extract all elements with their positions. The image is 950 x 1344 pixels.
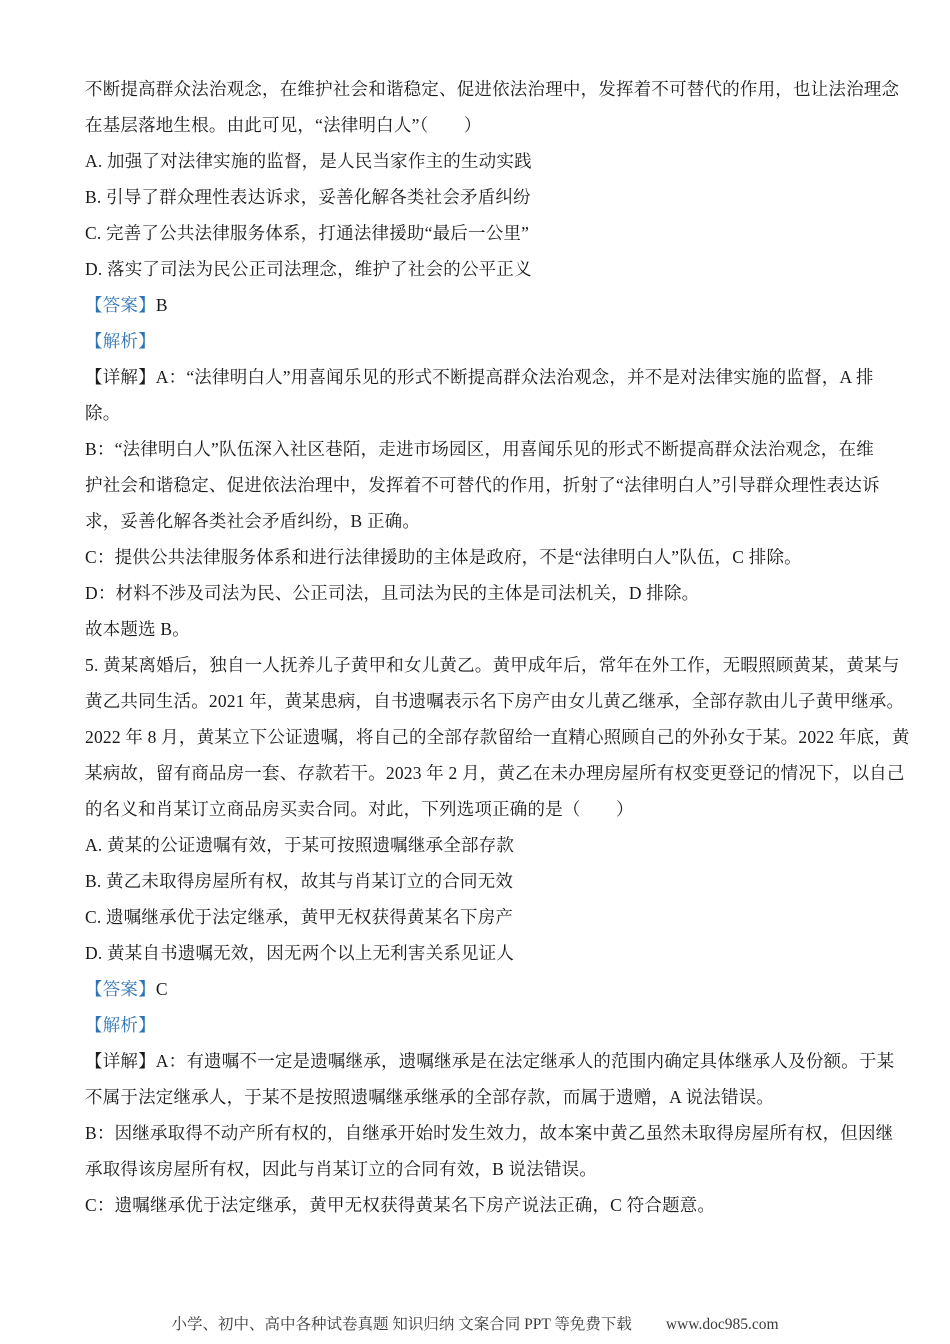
stem-line: 不断提高群众法治观念，在维护社会和谐稳定、促进依法治理中，发挥着不可替代的作用，也让法治理念 (85, 79, 900, 99)
detail-line: 承取得该房屋所有权，因此与肖某订立的合同有效，B 说法错误。 (85, 1159, 598, 1179)
stem-line: 5. 黄某离婚后，独自一人抚养儿子黄甲和女儿黄乙。黄甲成年后，常年在外工作，无暇照顾黄某，黄某与 (85, 655, 900, 675)
option-b: B. 引导了群众理性表达诉求，妥善化解各类社会矛盾纠纷 (85, 187, 531, 207)
stem-line: 在基层落地生根。由此可见，“法律明白人”（ ） (85, 115, 482, 135)
answer-value: C (155, 979, 168, 999)
detail-line: 求，妥善化解各类社会矛盾纠纷，B 正确。 (85, 511, 421, 531)
analysis-label: 【解析】 (85, 331, 156, 351)
detail-line: B：因继承取得不动产所有权的，自继承开始时发生效力，故本案中黄乙虽然未取得房屋所有权，但因继 (85, 1123, 894, 1143)
question-5-block (85, 647, 910, 1223)
option-c: C. 完善了公共法律服务体系，打通法律援助“最后一公里” (85, 223, 530, 243)
analysis-label: 【解析】 (85, 1015, 156, 1035)
answer-line (85, 971, 875, 1007)
answer-value: B (155, 295, 168, 315)
document-page (85, 71, 910, 1223)
option-d: D. 黄某自书遗嘱无效，因无两个以上无利害关系见证人 (85, 943, 515, 963)
option-b: B. 黄乙未取得房屋所有权，故其与肖某订立的合同无效 (85, 871, 514, 891)
detail-line: 【详解】A：有遗嘱不一定是遗嘱继承，遗嘱继承是在法定继承人的范围内确定具体继承人及份额。于某 (85, 1051, 895, 1071)
detail-line: B：“法律明白人”队伍深入社区巷陌，走进市场园区，用喜闻乐见的形式不断提高群众法治观念，在维 (85, 439, 874, 459)
stem-line: 黄乙共同生活。2021 年，黄某患病，自书遗嘱表示名下房产由女儿黄乙继承，全部存款由儿子黄甲继承。 (85, 691, 905, 711)
analysis-line (85, 1007, 875, 1043)
detail-line: 不属于法定继承人，于某不是按照遗嘱继承继承的全部存款，而属于遗赠，A 说法错误。 (85, 1087, 775, 1107)
option-c: C. 遗嘱继承优于法定继承，黄甲无权获得黄某名下房产 (85, 907, 514, 927)
stem-line: 某病故，留有商品房一套、存款若干。2023 年 2 月，黄乙在未办理房屋所有权变更登记的情况下，以自己 (85, 763, 905, 783)
option-d: D. 落实了司法为民公正司法理念，维护了社会的公平正义 (85, 259, 532, 279)
question-4-block (85, 71, 900, 647)
detail-line: C：提供公共法律服务体系和进行法律援助的主体是政府，不是“法律明白人”队伍，C 排除。 (85, 547, 802, 567)
answer-label: 【答案】 (85, 295, 156, 315)
option-a: A. 加强了对法律实施的监督，是人民当家作主的生动实践 (85, 151, 532, 171)
stem-line: 的名义和肖某订立商品房买卖合同。对此，下列选项正确的是（ ） (85, 799, 634, 819)
page-footer (0, 1312, 950, 1334)
option-a: A. 黄某的公证遗嘱有效，于某可按照遗嘱继承全部存款 (85, 835, 515, 855)
footer-site-text: 小学、初中、高中各种试卷真题 知识归纳 文案合同 PPT 等免费下载 (171, 1316, 632, 1333)
detail-line: 护社会和谐稳定、促进依法治理中，发挥着不可替代的作用，折射了“法律明白人”引导群众理性表达诉 (85, 475, 880, 495)
detail-line: 除。 (85, 403, 121, 423)
detail-line: 【详解】A：“法律明白人”用喜闻乐见的形式不断提高群众法治观念，并不是对法律实施的监督，A 排 (85, 367, 874, 387)
answer-label: 【答案】 (85, 979, 156, 999)
detail-conclusion-line: 故本题选 B。 (85, 619, 190, 639)
detail-line: D：材料不涉及司法为民、公正司法，且司法为民的主体是司法机关，D 排除。 (85, 583, 700, 603)
analysis-line (85, 323, 875, 359)
footer-url: www.doc985.com (665, 1316, 779, 1333)
stem-line: 2022 年 8 月，黄某立下公证遗嘱，将自己的全部存款留给一直精心照顾自己的外孙女于某。2022 年底，黄 (85, 727, 910, 747)
detail-line: C：遗嘱继承优于法定继承，黄甲无权获得黄某名下房产说法正确，C 符合题意。 (85, 1195, 716, 1215)
answer-line (85, 287, 875, 323)
